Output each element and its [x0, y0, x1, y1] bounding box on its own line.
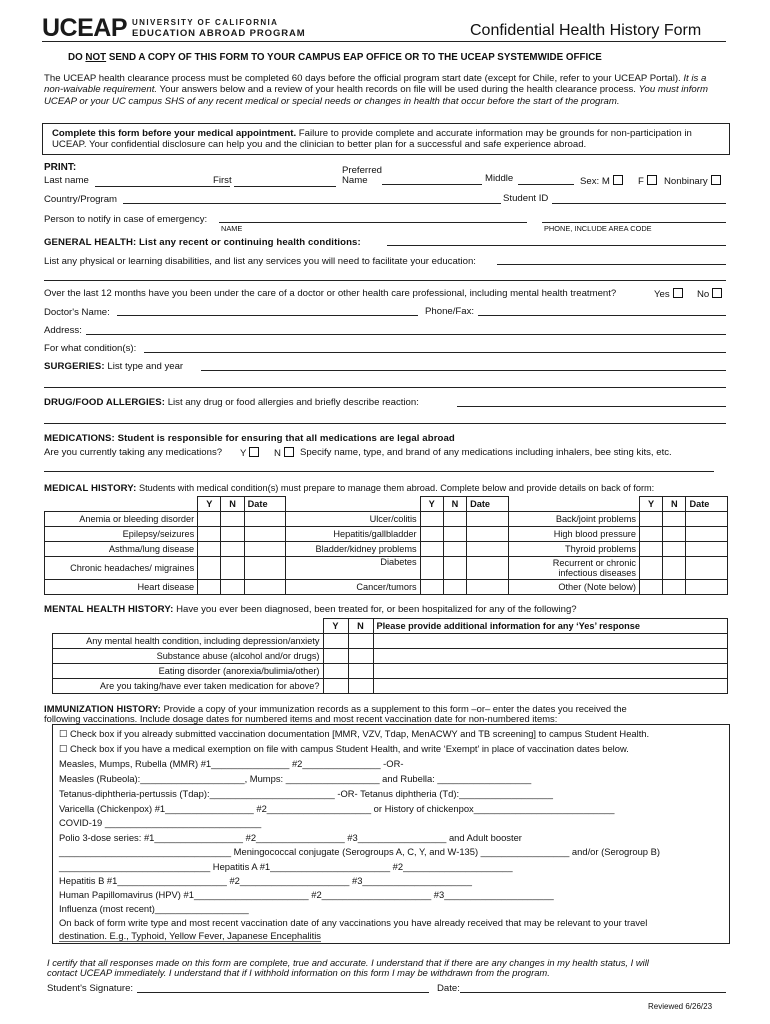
phonefax-field[interactable]	[478, 315, 726, 316]
condition-label: Hepatitis/gallbladder	[286, 527, 420, 542]
intro-paragraph	[44, 73, 728, 107]
date-cell[interactable]	[244, 527, 285, 542]
student-id-label: Student ID	[503, 193, 549, 204]
date-label: Date:	[437, 983, 460, 994]
notify-phone-caption: PHONE, INCLUDE AREA CODE	[544, 224, 652, 233]
y-cell[interactable]	[198, 557, 221, 580]
condition-label: Cancer/tumors	[286, 580, 420, 595]
print-label: PRINT:	[44, 162, 77, 173]
y-cell[interactable]	[639, 557, 662, 580]
imm-covid[interactable]: COVID-19 ______________________________	[59, 817, 262, 828]
notify-phone-field[interactable]	[542, 222, 726, 223]
medications-field[interactable]	[44, 471, 714, 472]
col-y: Y	[323, 619, 348, 634]
condition-label: Bladder/kidney problems	[286, 542, 420, 557]
table-row	[53, 679, 728, 694]
medical-history-text: Students with medical condition(s) must prepare to manage them abroad. Complete below and provide details on back of form:	[136, 483, 655, 493]
mental-health	[44, 604, 577, 615]
allergies-text: List any drug or food allergies and briefly describe reaction:	[165, 397, 419, 408]
sex-nonbinary-label: Nonbinary	[664, 176, 708, 187]
date-cell[interactable]	[467, 580, 508, 595]
allergies-field-1[interactable]	[457, 406, 726, 407]
n-cell[interactable]	[663, 512, 686, 527]
imm-measles[interactable]: Measles (Rubeola):____________________, Mumps: __________________ and Rubella: __________________	[59, 773, 532, 784]
medical-history	[44, 483, 654, 494]
surgeries-field-1[interactable]	[201, 370, 726, 371]
intro-p1d: You must inform UCEAP or your UC campus SHS of any recent medical or special needs or changes in health that occur before the start of the program.	[44, 84, 708, 107]
col-n-3: N	[663, 497, 686, 512]
y-cell[interactable]	[198, 580, 221, 595]
n-cell[interactable]	[663, 557, 686, 580]
condition-label: Back/joint problems	[508, 512, 639, 527]
medications-question: Are you currently taking any medications?	[44, 447, 223, 458]
y-cell[interactable]	[420, 512, 443, 527]
allergies-field-2[interactable]	[44, 423, 726, 424]
condition-label: Heart disease	[45, 580, 198, 595]
care-yes-label: Yes	[654, 289, 670, 300]
date-cell[interactable]	[467, 527, 508, 542]
last-name-label: Last name	[44, 175, 89, 186]
col-n: N	[221, 497, 244, 512]
date-cell[interactable]	[467, 557, 508, 580]
surgeries-field-2[interactable]	[44, 387, 726, 388]
general-health-heading: GENERAL HEALTH: List any recent or continuing health conditions:	[44, 237, 361, 248]
n-cell[interactable]	[443, 527, 466, 542]
med-n	[274, 447, 294, 459]
header-rule	[42, 41, 726, 42]
intro-box-rest: Failure to provide complete and accurate information may be grounds for non-participation in UCEAP. Your confidential disclosure can help you and the clinician to better plan for a successful and safe experience abroad.	[52, 128, 692, 151]
date-cell[interactable]	[244, 557, 285, 580]
notice-post: SEND A COPY OF THIS FORM TO YOUR CAMPUS EAP OFFICE OR TO THE UCEAP SYSTEMWIDE OFFICE	[106, 52, 602, 63]
y-cell[interactable]	[420, 580, 443, 595]
col-y: Y	[198, 497, 221, 512]
first-name-field[interactable]	[234, 186, 336, 187]
table-header-row	[53, 619, 728, 634]
imm-mmr[interactable]: Measles, Mumps, Rubella (MMR) #1_______________ #2_______________ -OR-	[59, 758, 404, 769]
intro-p1c: Your answers below and a review of your health records on file will be used during the health clearance process.	[157, 84, 639, 96]
disabilities-label: List any physical or learning disabilities, and list any services you will need to facilitate your education:	[44, 256, 476, 267]
phonefax-label: Phone/Fax:	[425, 306, 475, 317]
date-cell[interactable]	[244, 512, 285, 527]
y-cell[interactable]	[323, 679, 348, 694]
date-cell[interactable]	[244, 580, 285, 595]
forwhat-field[interactable]	[144, 352, 726, 353]
imm-other-note: On back of form write type and most recent vaccination date of any vaccinations you have already received that may be relevant to your travel	[59, 917, 648, 928]
disabilities-field-2[interactable]	[44, 280, 726, 281]
med-y-label: Y	[240, 448, 247, 459]
n-cell[interactable]	[348, 634, 373, 649]
y-cell[interactable]	[639, 542, 662, 557]
table-row	[45, 527, 728, 542]
info-cell[interactable]	[373, 649, 728, 664]
notify-name-field[interactable]	[219, 222, 527, 223]
med-y-checkbox[interactable]	[249, 447, 259, 457]
allergies-heading: DRUG/FOOD ALLERGIES:	[44, 397, 166, 408]
student-id-field[interactable]	[552, 203, 726, 204]
col-date-2: Date	[467, 497, 508, 512]
surgeries-heading: SURGERIES:	[44, 361, 105, 372]
y-cell[interactable]	[323, 634, 348, 649]
condition-label: Anemia or bleeding disorder	[45, 512, 198, 527]
n-cell[interactable]	[663, 527, 686, 542]
medications-heading: MEDICATIONS: Student is responsible for ensuring that all medications are legal abroad	[44, 433, 455, 444]
col-info: Please provide additional information for any ‘Yes’ response	[373, 619, 728, 634]
y-cell[interactable]	[323, 649, 348, 664]
condition-label: Chronic headaches/ migraines	[45, 557, 198, 580]
date-cell[interactable]	[244, 542, 285, 557]
sex-nonbinary-checkbox[interactable]	[711, 175, 721, 185]
signature-field[interactable]	[137, 992, 429, 993]
n-cell[interactable]	[348, 679, 373, 694]
imm-polio[interactable]: Polio 3-dose series: #1_________________ #2_________________ #3_________________ and Adult booster	[59, 832, 522, 843]
info-cell[interactable]	[373, 664, 728, 679]
care-yes-checkbox[interactable]	[673, 288, 683, 298]
doctor-field[interactable]	[117, 315, 418, 316]
n-cell[interactable]	[221, 542, 244, 557]
sex-f	[638, 175, 657, 187]
y-cell[interactable]	[198, 527, 221, 542]
preferred-name-label: Name	[342, 175, 368, 186]
table-row	[53, 634, 728, 649]
n-cell[interactable]	[221, 580, 244, 595]
last-name-field[interactable]	[95, 186, 230, 187]
intro-box-text	[52, 128, 724, 151]
condition-label: Other (Note below)	[508, 580, 639, 595]
preferred-name-field[interactable]	[382, 184, 482, 185]
mental-condition-label: Are you taking/have ever taken medication for above?	[53, 679, 324, 694]
reviewed-date: Reviewed 6/26/23	[648, 1002, 713, 1011]
imm-other-note-2: destination. E.g., Typhoid, Yellow Fever, Japanese Encephalitis	[59, 930, 321, 941]
n-cell[interactable]	[221, 527, 244, 542]
col-y-2: Y	[420, 497, 443, 512]
y-cell[interactable]	[198, 512, 221, 527]
sex-label	[580, 175, 623, 187]
y-cell[interactable]	[639, 527, 662, 542]
logo-line-1: UNIVERSITY OF CALIFORNIA	[132, 18, 279, 27]
form-title: Confidential Health History Form	[470, 22, 702, 39]
table-row	[45, 542, 728, 557]
imm-influenza[interactable]: Influenza (most recent)__________________	[59, 903, 249, 914]
imm-check-submitted[interactable]: ☐ Check box if you already submitted vaccination documentation [MMR, VZV, Tdap, MenACWY and TB screening] to campus Student Health.	[59, 728, 650, 739]
imm-hepatitis-b[interactable]: Hepatitis B #1_____________________ #2_____________________ #3_____________________	[59, 875, 472, 886]
sex-f-label: F	[638, 176, 644, 187]
table-row	[45, 557, 728, 580]
n-cell[interactable]	[221, 557, 244, 580]
table-row	[53, 664, 728, 679]
address-label: Address:	[44, 325, 82, 336]
imm-hepatitis-a[interactable]: _____________________________ Hepatitis A #1_______________________ #2_____________________	[59, 861, 513, 872]
y-cell[interactable]	[420, 527, 443, 542]
n-cell[interactable]	[443, 580, 466, 595]
preferred-label: Preferred	[342, 165, 382, 176]
medical-history-heading: MEDICAL HISTORY:	[44, 483, 137, 494]
notice-not: NOT	[85, 52, 107, 63]
imm-check-exemption[interactable]: ☐ Check box if you have a medical exemption on file with campus Student Health, and write ‘Exempt’ in place of vaccination dates below.	[59, 743, 629, 754]
disabilities-field-1[interactable]	[497, 264, 726, 265]
med-y	[240, 447, 259, 459]
imm-tdap[interactable]: Tetanus-diphtheria-pertussis (Tdap):________________________ -OR- Tetanus diphtheria (Td):__________________	[59, 788, 553, 799]
date-cell[interactable]	[467, 512, 508, 527]
info-cell[interactable]	[373, 634, 728, 649]
condition-label: Epilepsy/seizures	[45, 527, 198, 542]
sex-m-label: Sex: M	[580, 176, 610, 187]
n-cell[interactable]	[348, 649, 373, 664]
date-cell[interactable]	[686, 542, 728, 557]
date-cell[interactable]	[686, 580, 728, 595]
forwhat-label: For what condition(s):	[44, 343, 137, 354]
imm-hpv[interactable]: Human Papillomavirus (HPV) #1______________________ #2_____________________ #3_____________________	[59, 889, 554, 900]
mental-health-table	[52, 618, 728, 694]
medical-history-table	[44, 496, 728, 595]
col-y-3: Y	[639, 497, 662, 512]
table-row	[45, 580, 728, 595]
n-cell[interactable]	[663, 580, 686, 595]
sex-nonbinary	[664, 175, 721, 187]
care-yes	[654, 288, 683, 300]
immunization-text-2: following vaccinations. Include dosage dates for numbered items and most recent vaccination date for non-numbered items:	[44, 713, 558, 724]
care-question: Over the last 12 months have you been under the care of a doctor or other health care professional, including mental health treatment?	[44, 288, 617, 299]
care-no-label: No	[697, 289, 710, 300]
date-cell[interactable]	[686, 557, 728, 580]
y-cell[interactable]	[420, 542, 443, 557]
surgeries	[44, 361, 183, 372]
medications-specify: Specify name, type, and brand of any medications including inhalers, bee sting kits, etc.	[300, 447, 672, 458]
mental-condition-label: Any mental health condition, including depression/anxiety	[53, 634, 324, 649]
table-header-row	[45, 497, 728, 512]
med-n-checkbox[interactable]	[284, 447, 294, 457]
mental-health-heading: MENTAL HEALTH HISTORY:	[44, 604, 174, 615]
col-n-2: N	[443, 497, 466, 512]
notify-name-caption: NAME	[221, 224, 243, 233]
date-field[interactable]	[460, 992, 726, 993]
n-cell[interactable]	[663, 542, 686, 557]
condition-label: Ulcer/colitis	[286, 512, 420, 527]
date-cell[interactable]	[686, 527, 728, 542]
condition-label: Asthma/lung disease	[45, 542, 198, 557]
intro-p1a: The UCEAP health clearance process must be completed 60 days before the official program start date (except for Chile, refer to your UCEAP Portal).	[44, 73, 684, 84]
y-cell[interactable]	[323, 664, 348, 679]
table-row	[45, 512, 728, 527]
table-row	[53, 649, 728, 664]
imm-varicella[interactable]: Varicella (Chickenpox) #1_________________ #2____________________ or History of chickenpox___________________________	[59, 803, 615, 814]
care-no	[697, 288, 722, 300]
sex-m-checkbox[interactable]	[613, 175, 623, 185]
condition-label: Diabetes	[286, 557, 420, 580]
notice-pre: DO	[68, 52, 86, 63]
immunization-text-1: Provide a copy of your immunization records as a supplement to this form –or– enter the dates you received the	[160, 703, 627, 714]
certify-text-2: contact UCEAP immediately. I understand that if I withhold information on this form I may be withdrawn from the program.	[47, 967, 550, 978]
signature-label: Student's Signature:	[47, 983, 134, 994]
y-cell[interactable]	[639, 580, 662, 595]
country-field[interactable]	[123, 203, 501, 204]
care-no-checkbox[interactable]	[712, 288, 722, 298]
condition-label: Recurrent or chronic infectious diseases	[508, 557, 639, 580]
mental-condition-label: Eating disorder (anorexia/bulimia/other)	[53, 664, 324, 679]
condition-label: Thyroid problems	[508, 542, 639, 557]
n-cell[interactable]	[443, 542, 466, 557]
uceap-logo: UCEAP	[42, 14, 128, 42]
allergies	[44, 397, 419, 408]
intro-p1b: It is a non-waivable requirement.	[44, 73, 707, 96]
mental-health-text: Have you ever been diagnosed, been treated for, or been hospitalized for any of the following?	[173, 604, 577, 615]
notice	[68, 52, 602, 63]
address-field[interactable]	[86, 334, 726, 335]
country-label: Country/Program	[44, 194, 118, 205]
immunization-heading: IMMUNIZATION HISTORY:	[44, 703, 161, 714]
surgeries-text: List type and year	[104, 361, 184, 372]
n-cell[interactable]	[221, 512, 244, 527]
general-health-field[interactable]	[387, 245, 726, 246]
date-cell[interactable]	[467, 542, 508, 557]
certify-text-1: I certify that all responses made on this form are complete, true and accurate. I understand that if there are any changes in my health status, I will	[47, 957, 649, 968]
med-n-label: N	[274, 448, 281, 459]
n-cell[interactable]	[443, 557, 466, 580]
first-name-label: First	[213, 175, 232, 186]
doctor-label: Doctor's Name:	[44, 307, 110, 318]
condition-label: High blood pressure	[508, 527, 639, 542]
middle-field[interactable]	[518, 184, 574, 185]
sex-f-checkbox[interactable]	[647, 175, 657, 185]
intro-box-bold: Complete this form before your medical appointment.	[52, 128, 297, 139]
notify-label: Person to notify in case of emergency:	[44, 214, 208, 225]
col-date: Date	[244, 497, 285, 512]
y-cell[interactable]	[420, 557, 443, 580]
info-cell[interactable]	[373, 679, 728, 694]
date-cell[interactable]	[686, 512, 728, 527]
n-cell[interactable]	[443, 512, 466, 527]
mental-condition-label: Substance abuse (alcohol and/or drugs)	[53, 649, 324, 664]
n-cell[interactable]	[348, 664, 373, 679]
imm-meningococcal[interactable]: _________________________________ Meningococcal conjugate (Serogroups A, C, Y, and W-135) _________________ and/or (Serogroup B)	[59, 846, 660, 857]
col-date-3: Date	[686, 497, 728, 512]
y-cell[interactable]	[639, 512, 662, 527]
y-cell[interactable]	[198, 542, 221, 557]
logo-line-2: EDUCATION ABROAD PROGRAM	[132, 28, 306, 39]
col-n: N	[348, 619, 373, 634]
middle-label: Middle	[485, 173, 514, 184]
